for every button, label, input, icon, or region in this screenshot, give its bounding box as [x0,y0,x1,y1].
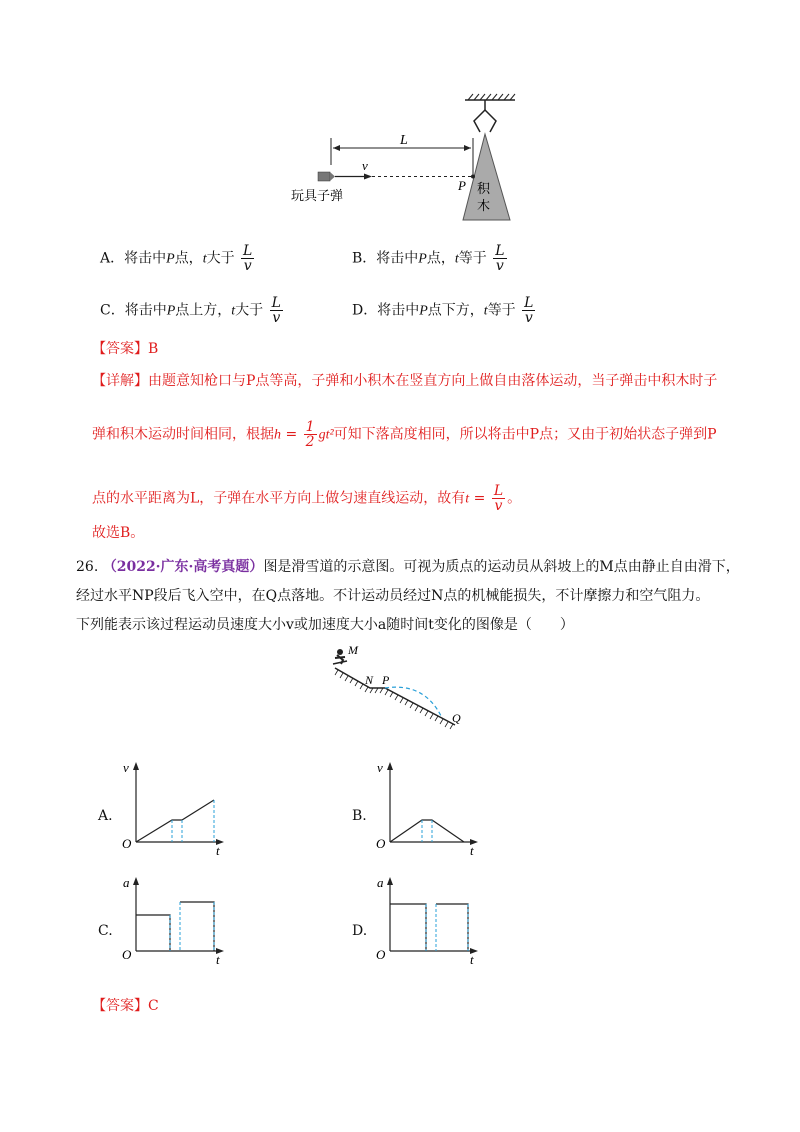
label-v: v [362,158,368,173]
a-t-graph [374,875,492,970]
graph-letter: A. [98,808,113,824]
label-P: P [382,673,390,687]
svg-text:t: t [470,843,474,858]
q25-explain-line1: 【详解】由题意知枪口与P点等高，子弹和小积木在竖直方向上做自由落体运动，当子弹击中积木时子 [92,373,718,389]
svg-text:v: v [377,760,383,775]
question-number: 26. [76,559,99,575]
ski-slope-figure [330,640,480,750]
bullet-block-figure [291,90,530,230]
svg-text:a: a [377,875,384,890]
a-t-graph [120,875,238,970]
q25-explain-line2: 弹和积木运动时间相同，根据h = $\frac{1}{2}$ gt²可知下落高度相同，所以将击中P点；又由于初始状态子弹到P [92,419,717,450]
graph-option-a[interactable] [98,760,238,858]
skier-icon [333,649,347,664]
q25-explain-line3: 点的水平距离为L，子弹在水平方向上做匀速直线运动，故有t = $\frac{L}{v}$ 。 [92,483,522,514]
block-label-1: 积 [477,181,491,196]
q26-line2: 经过水平NP段后飞入空中，在Q点落地。不计运动员经过N点的机械能损失，不计摩擦力和空气阻力。 [76,588,710,604]
q25-answer: 【答案】B [92,341,159,357]
option-a[interactable]: A．将击中P点，t大于 $\frac{L}{v}$ [100,243,253,274]
label-M: M [348,643,358,657]
q26-line3: 下列能表示该过程运动员速度大小v或加速度大小a随时间t变化的图像是（ ） [76,617,574,633]
svg-text:O: O [376,947,386,962]
svg-text:O: O [376,836,386,851]
option-d[interactable]: D．将击中P点下方，t等于 $\frac{L}{v}$ [352,295,534,326]
block-label-2: 木 [477,198,491,213]
bullet-caption: 玩具子弹 [291,188,344,203]
graph-option-b[interactable] [352,760,492,858]
v-t-graph [374,760,492,858]
graph-option-c[interactable] [98,875,238,970]
label-L: L [400,133,408,148]
svg-text:v: v [123,760,129,775]
svg-text:t: t [216,843,220,858]
label-P: P [458,178,466,193]
fraction-one-half: $\frac{1}{2}$ [305,419,315,450]
graph-letter: B. [352,808,367,824]
fraction-l-over-v: $\frac{L}{v}$ [243,243,253,274]
question-source: （2022·广东·高考真题） [102,559,264,575]
fraction-l-over-v: $\frac{L}{v}$ [495,243,505,274]
fraction-l-over-v: $\frac{L}{v}$ [493,483,504,514]
svg-text:O: O [122,947,132,962]
v-t-graph [120,760,238,858]
option-c[interactable]: C．将击中P点上方，t大于 $\frac{L}{v}$ [100,295,281,326]
graph-letter: C. [98,923,113,939]
q25-explain-line4: 故选B。 [92,525,145,541]
option-b[interactable]: B．将击中P点，t等于 $\frac{L}{v}$ [352,243,505,274]
svg-text:a: a [123,875,130,890]
svg-text:t: t [470,952,474,967]
fraction-l-over-v: $\frac{L}{v}$ [271,295,281,326]
label-Q: Q [452,711,461,725]
fraction-l-over-v: $\frac{L}{v}$ [524,295,534,326]
explain-label: 【详解】 [92,373,148,389]
svg-text:t: t [216,952,220,967]
q26-line1: 26. （2022·广东·高考真题）图是滑雪道的示意图。可视为质点的运动员从斜坡上的M点由静止自由滑下， [76,559,740,575]
q26-answer: 【答案】C [92,998,159,1014]
graph-letter: D. [352,923,368,939]
svg-text:O: O [122,836,132,851]
graph-option-d[interactable] [352,875,492,970]
label-N: N [365,673,374,687]
